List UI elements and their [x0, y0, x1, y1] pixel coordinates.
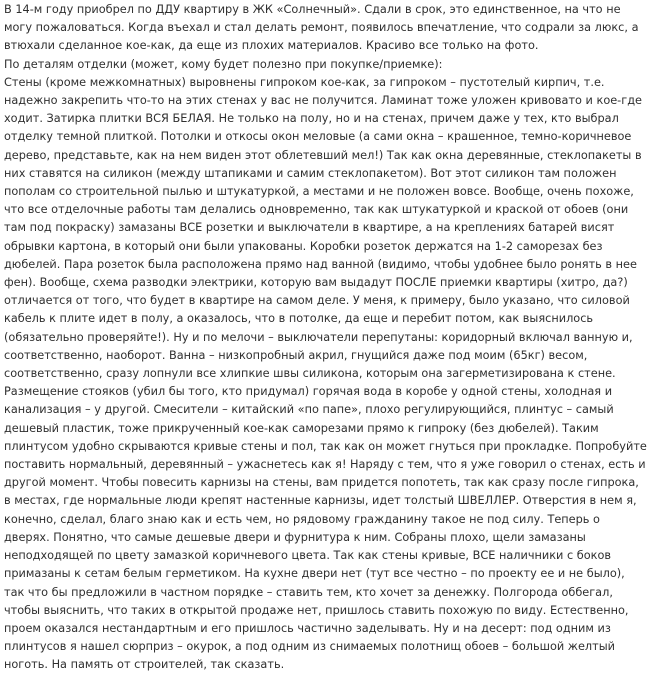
review-details-paragraph: Стены (кроме межкомнатных) выровнены гипроком кое-как, за гипроком – пустотелый кирпич, т.е. надежно закрепить что-то на этих стенах у вас не получится. Ламинат тоже уложен кривовато и кое-где ходит. Затирка плитки ВСЯ БЕЛАЯ. Не только на полу, но и на стенах, причем даже у тех, кто выбрал отделку темной плиткой. Потолки и откосы окон меловые (а сами окна – крашенное, темно-коричневое дерево, представьте, как на нем виден этот облетевший мел!) Так как окна деревянные, стеклопакеты в них ставятся на силикон (между штапиками и самим стеклопакетом). Вот этот силикон там положен пополам со строительной пылью и штукатуркой, а местами и не положен вовсе. Вообще, очень похоже, что все отделочные работы там делались одновременно, так как штукатуркой и краской от обоев (они там под покраску) замазаны ВСЕ розетки и выключатели в квартире, а на креплениях батарей висят обрывки картона, в который они были упакованы. Коробки розеток держатся на 1-2 саморезах без дюбелей. Пара розеток была расположена прямо над ванной (видимо, чтобы удобнее было ронять в нее фен). Вообще, схема разводки электрики, которую вам выдадут ПОСЛЕ приемки квартиры (хитро, да?) отличается от того, что будет в квартире на самом деле. У меня, к примеру, было указано, что силовой кабель к плите идет в полу, а оказалось, что в потолке, да еще и перебит потом, как выяснилось (обязательно проверяйте!). Ну и по мелочи – выключатели перепутаны: коридорный включал ванную и, соответственно, наоборот. Ванна – низкопробный акрил, гнущийся даже под моим (65кг) весом, соответственно, сразу лопнули все хлипкие швы силикона, которым она загерметизирована к стене. Размещение стояков (убил бы того, кто придумал) горячая вода в коробе у одной стены, холодная и канализация – у другой. Смесители – китайский «по папе», плохо регулирующийся, плинтус – самый дешевый пластик, тоже прикрученный кое-как саморезами прямо к гипроку (без дюбелей). Таким плинтусом удобно скрываются кривые стены и пол, так как он может гнуться при прокладке. Попробуйте поставить нормальный, деревянный – ужаснетесь как я! Наряду с тем, что я уже говорил о стенах, есть и другой момент. Чтобы повесить карнизы на стены, вам придется попотеть, так как сразу после гипрока, в местах, где нормальные люди крепят настенные карнизы, идет толстый ШВЕЛЛЕР. Отверстия в нем я, конечно, сделал, благо знаю как и есть чем, но рядовому гражданину такое не под силу. Теперь о дверях. Понятно, что самые дешевые двери и фурнитура к ним. Собраны плохо, щели замазаны неподходящей по цвету замазкой коричневого цвета. Так как стены кривые, ВСЕ наличники с боков примазаны к сетам белым герметиком. На кухне двери нет (тут все честно – по проекту ее и не было), так что бы предложили в частном порядке – ставить тем, кто хочет за денежку. Полгорода оббегал, чтобы выяснить, что таких в открытой продаже нет, пришлось ставить похожую по виду. Естественно, проем оказался нестандартным и его пришлось частично заделывать. Ну и на десерт: под одним из плинтусов я нашел сюрприз – окурок, а под одним из снимаемых полотнищ обоев – большой желтый ноготь. На память от строителей, так сказать.: [4, 75, 647, 672]
review-details-heading: По деталям отделки (может, кому будет полезно при покупке/приемке):: [4, 57, 443, 71]
review-intro-paragraph: В 14-м году приобрел по ДДУ квартиру в ЖК «Солнечный». Сдали в срок, это единственное, на что не могу пожаловаться. Когда въехал и стал делать ремонт, появилось впечатление, что содрали за люкс, а втюхали сделанное кое-как, да еще из плохих материалов. Красиво все только на фото.: [4, 3, 639, 53]
